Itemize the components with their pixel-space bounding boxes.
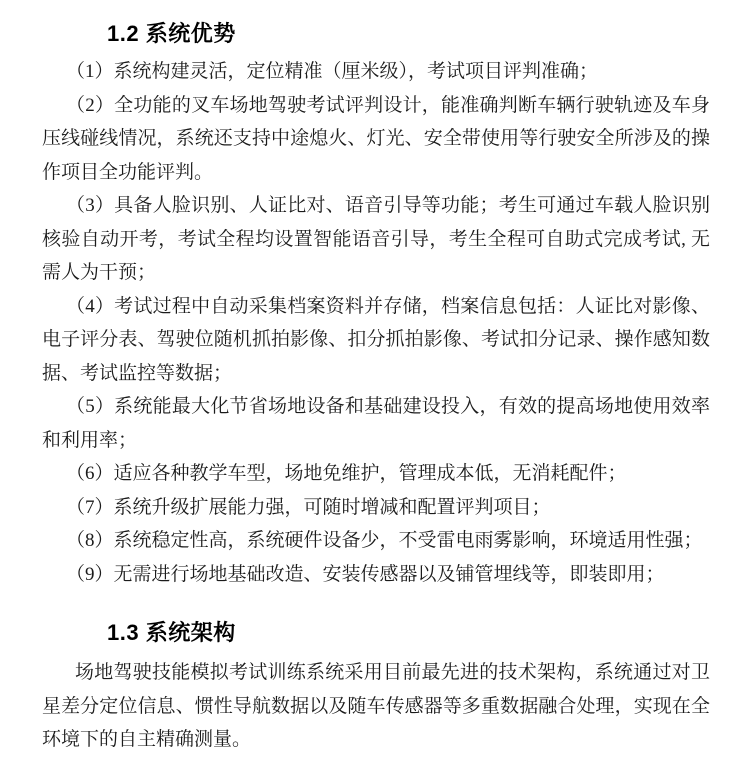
advantage-item-4: （4）考试过程中自动采集档案资料并存储，档案信息包括：人证比对影像、电子评分表、驾驶位随机抓拍影像、扣分抓拍影像、考试扣分记录、操作感知数据、考试监控等数据； <box>42 295 710 384</box>
advantage-item-5: （5）系统能最大化节省场地设备和基础建设投入，有效的提高场地使用效率和利用率； <box>42 396 710 451</box>
advantage-item-3: （3）具备人脸识别、人证比对、语音引导等功能；考生可通过车载人脸识别核验自动开考，考试全程均设置智能语音引导，考生全程可自助式完成考试, 无需人为干预； <box>42 195 710 283</box>
architecture-paragraph: 场地驾驶技能模拟考试训练系统采用目前最先进的技术架构，系统通过对卫星差分定位信息、惯性导航数据以及随车传感器等多重数据融合处理，实现在全环境下的自主精确测量。 <box>42 662 710 750</box>
section-heading-system-advantages: 1.2 系统优势 <box>107 21 236 46</box>
advantage-item-8: （8）系统稳定性高，系统硬件设备少，不受雷电雨雾影响，环境适用性强； <box>66 530 703 551</box>
advantage-item-6: （6）适应各种教学车型，场地免维护，管理成本低，无消耗配件； <box>66 463 627 484</box>
advantage-item-7: （7）系统升级扩展能力强，可随时增减和配置评判项目； <box>66 496 551 518</box>
section-heading-system-architecture: 1.3 系统架构 <box>107 620 236 645</box>
advantage-item-2: （2）全功能的叉车场地驾驶考试评判设计，能准确判断车辆行驶轨迹及车身压线碰线情况，系统还支持中途熄火、灯光、安全带使用等行驶安全所涉及的操作项目全功能评判。 <box>42 94 710 183</box>
advantage-item-1: （1）系统构建灵活，定位精准（厘米级），考试项目评判准确； <box>66 61 599 82</box>
advantage-item-9: （9）无需进行场地基础改造、安装传感器以及铺管埋线等，即装即用； <box>66 563 665 585</box>
